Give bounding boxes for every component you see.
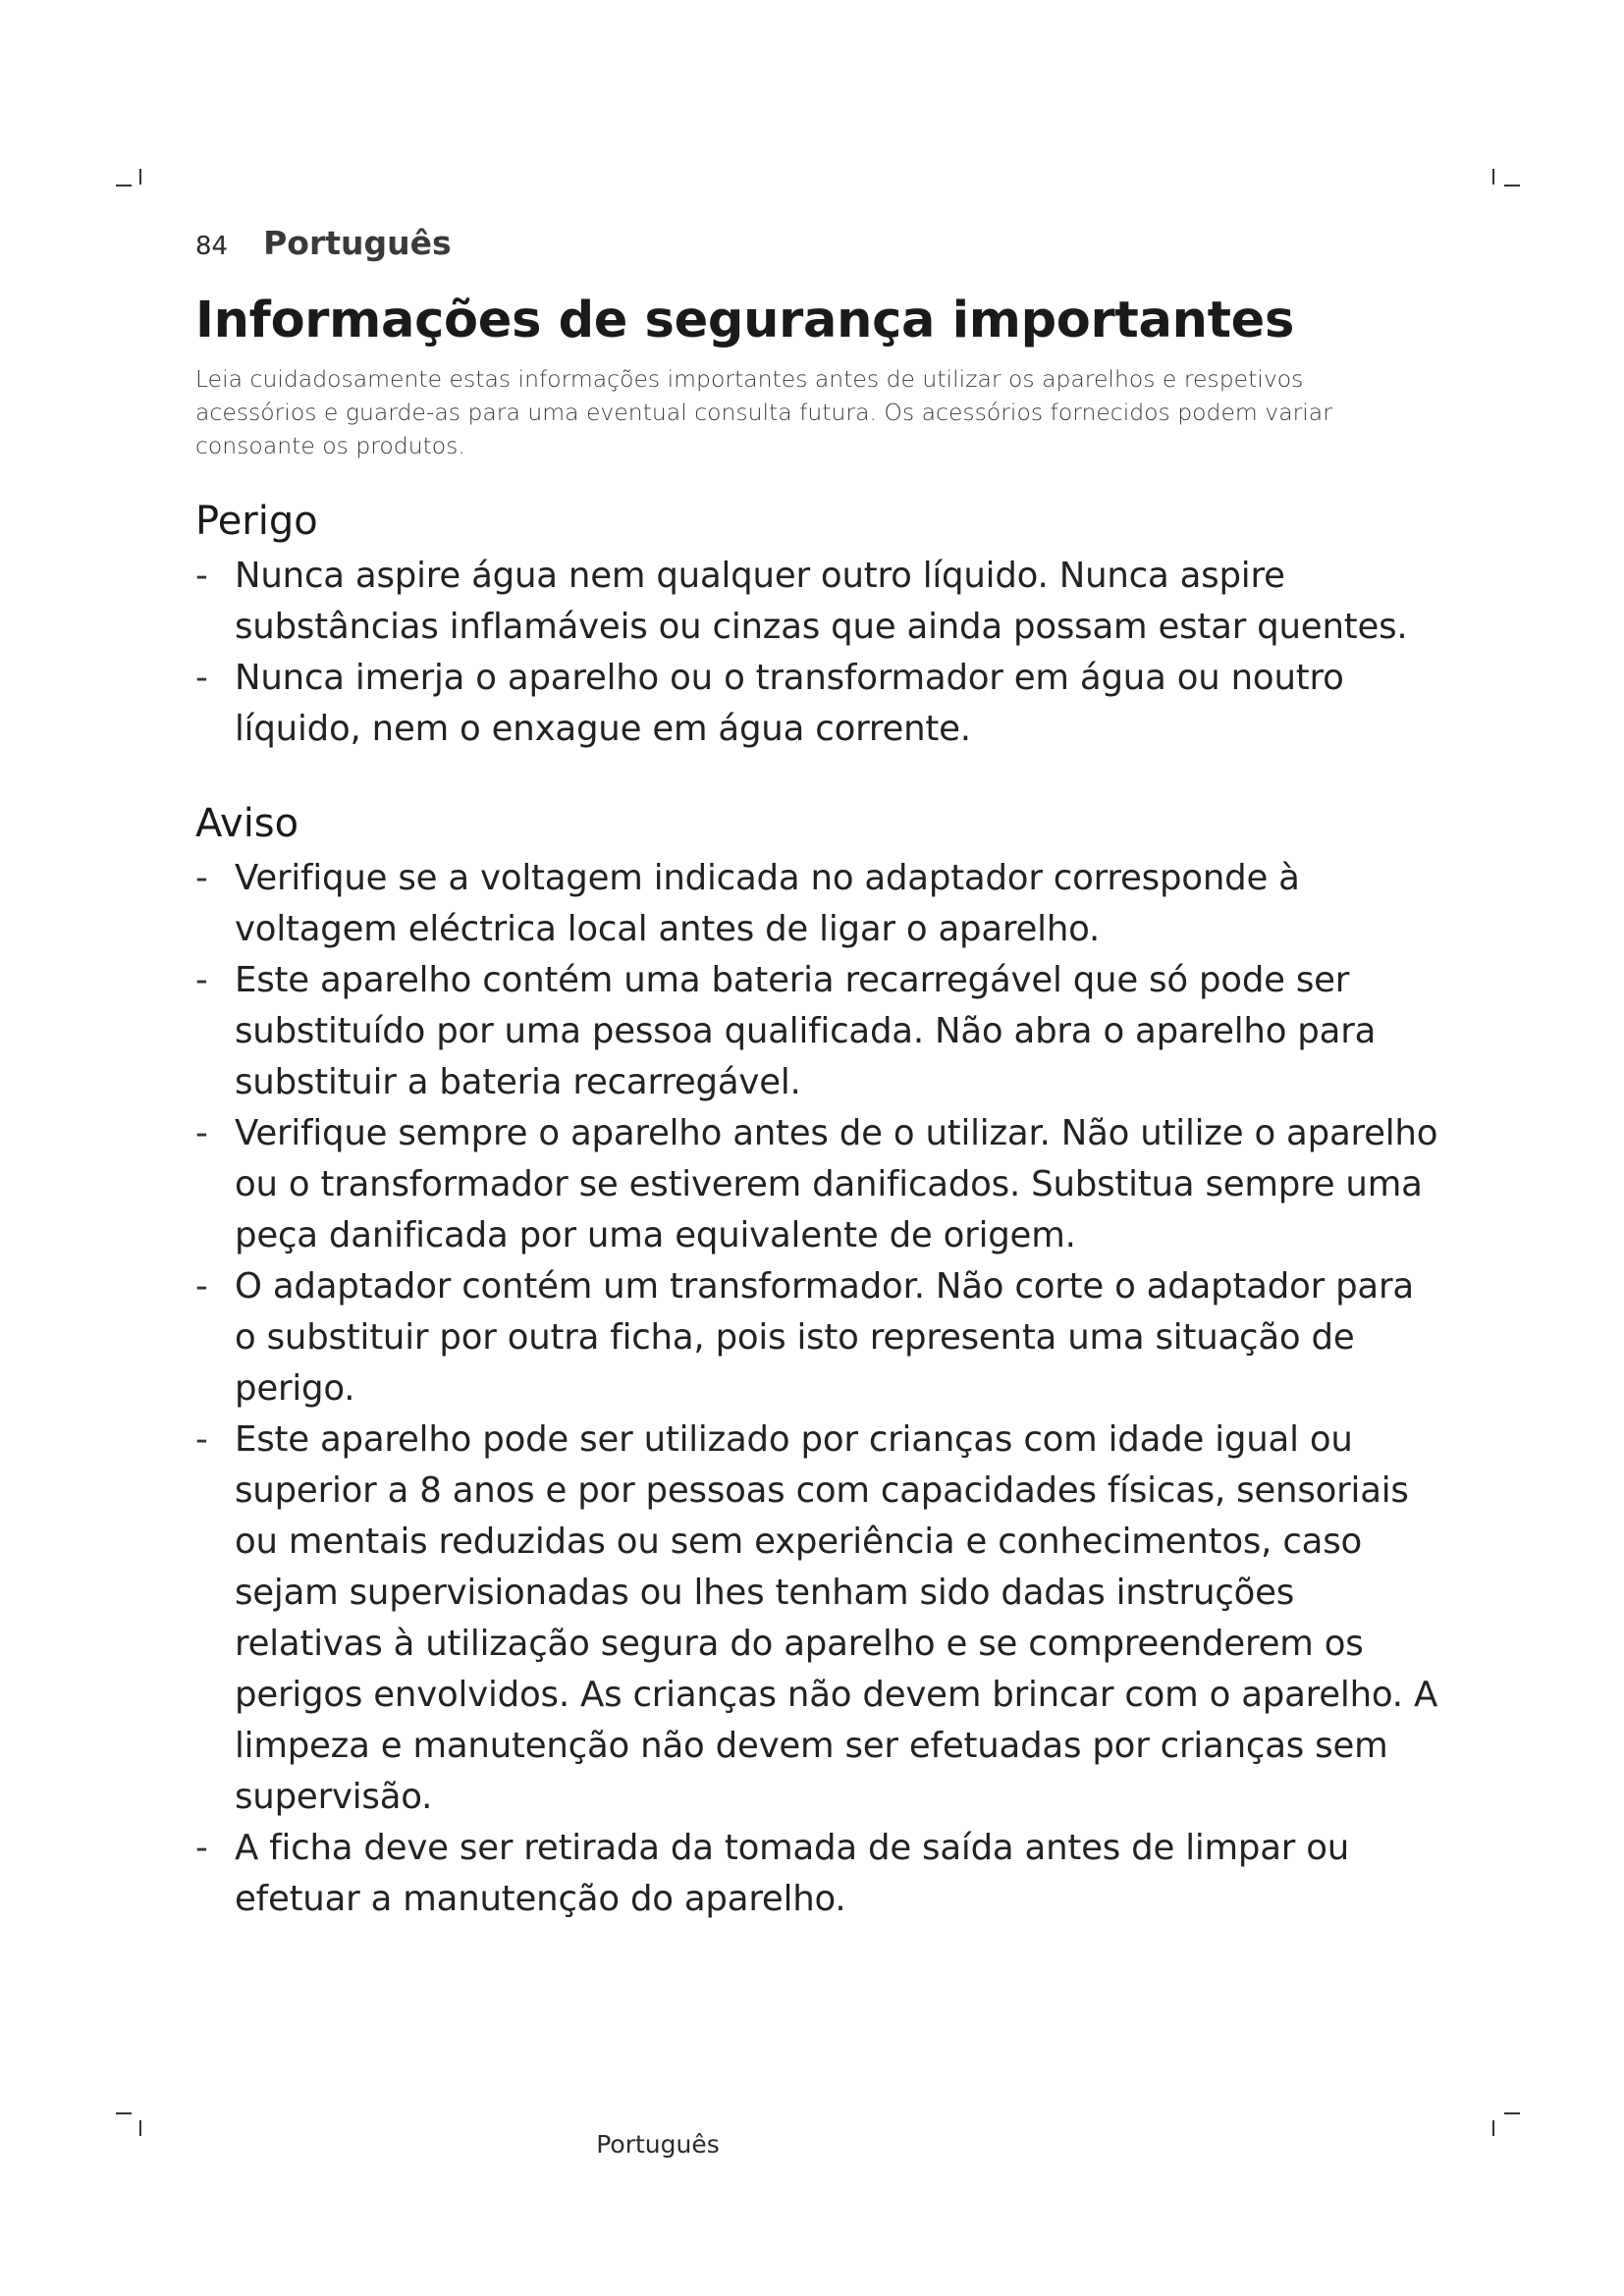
dash-bullet: - [195, 1828, 208, 1868]
page-footer [0, 2130, 1316, 2159]
list-item-text: Este aparelho contém uma bateria recarregável que só pode ser substituído por uma pessoa qualificada. Não abra o aparelho para substituir a bateria recarregável. [235, 960, 1377, 1102]
dash-bullet: - [195, 658, 208, 698]
crop-mark-bottom-left-h [116, 2112, 132, 2114]
dash-bullet: - [195, 960, 208, 1000]
crop-mark-top-right-v [1492, 169, 1494, 185]
perigo-list [195, 551, 1442, 755]
list-item-text: O adaptador contém um transformador. Não corte o adaptador para o substituir por outra ficha, pois isto representa uma situação de perigo. [235, 1266, 1414, 1409]
crop-mark-bottom-right-v [1492, 2120, 1494, 2136]
list-item-text: Verifique se a voltagem indicada no adaptador corresponde à voltagem eléctrica local antes de ligar o aparelho. [235, 858, 1300, 949]
crop-mark-top-left-v [139, 169, 141, 185]
list-item-text: Verifique sempre o aparelho antes de o utilizar. Não utilize o aparelho ou o transformador se estiverem danificados. Substitua sempre uma peça danificada por uma equivalente de origem. [235, 1113, 1438, 1255]
dash-bullet: - [195, 1266, 208, 1307]
intro-paragraph: Leia cuidadosamente estas informações importantes antes de utilizar os aparelhos e respetivos acessórios e guarde-as para uma eventual consulta futura. Os acessórios fornecidos podem variar consoante os produtos. [195, 365, 1332, 459]
list-item [195, 955, 1442, 1108]
list-item-text: Este aparelho pode ser utilizado por crianças com idade igual ou superior a 8 anos e por pessoas com capacidades físicas, sensoriais ou mentais reduzidas ou sem experiência e conhecimentos, caso sejam supervisionadas ou lhes tenham sido dadas instruções relativas à utilização segura do aparelho e se compreenderem os perigos envolvidos. As crianças não devem brincar com o aparelho. A limpeza e manutenção não devem ser efetuadas por crianças sem supervisão. [235, 1419, 1438, 1817]
list-item [195, 1823, 1442, 1925]
header-language: Português [263, 224, 452, 262]
dash-bullet: - [195, 1419, 208, 1460]
dash-bullet: - [195, 858, 208, 898]
footer-language: Português [596, 2130, 720, 2159]
crop-mark-top-right-h [1504, 185, 1520, 187]
list-item [195, 1261, 1442, 1415]
list-item-text: A ficha deve ser retirada da tomada de saída antes de limpar ou efetuar a manutenção do aparelho. [235, 1828, 1350, 1919]
page-number: 84 [195, 232, 229, 261]
section-heading-perigo: Perigo [195, 499, 318, 544]
crop-mark-top-left-h [116, 185, 132, 187]
page-header [195, 224, 452, 262]
list-item [195, 1415, 1442, 1823]
section-heading-aviso: Aviso [195, 801, 299, 846]
list-item [195, 551, 1442, 653]
dash-bullet: - [195, 556, 208, 596]
list-item-text: Nunca aspire água nem qualquer outro líquido. Nunca aspire substâncias inflamáveis ou cinzas que ainda possam estar quentes. [235, 556, 1408, 647]
list-item [195, 853, 1442, 955]
aviso-list [195, 853, 1442, 1925]
list-item [195, 653, 1442, 755]
list-item [195, 1108, 1442, 1261]
page-title: Informações de segurança importantes [195, 292, 1295, 349]
main-content [195, 290, 1442, 1925]
list-item-text: Nunca imerja o aparelho ou o transformador em água ou noutro líquido, nem o enxague em água corrente. [235, 658, 1344, 749]
crop-mark-bottom-right-h [1504, 2112, 1520, 2114]
dash-bullet: - [195, 1113, 208, 1153]
